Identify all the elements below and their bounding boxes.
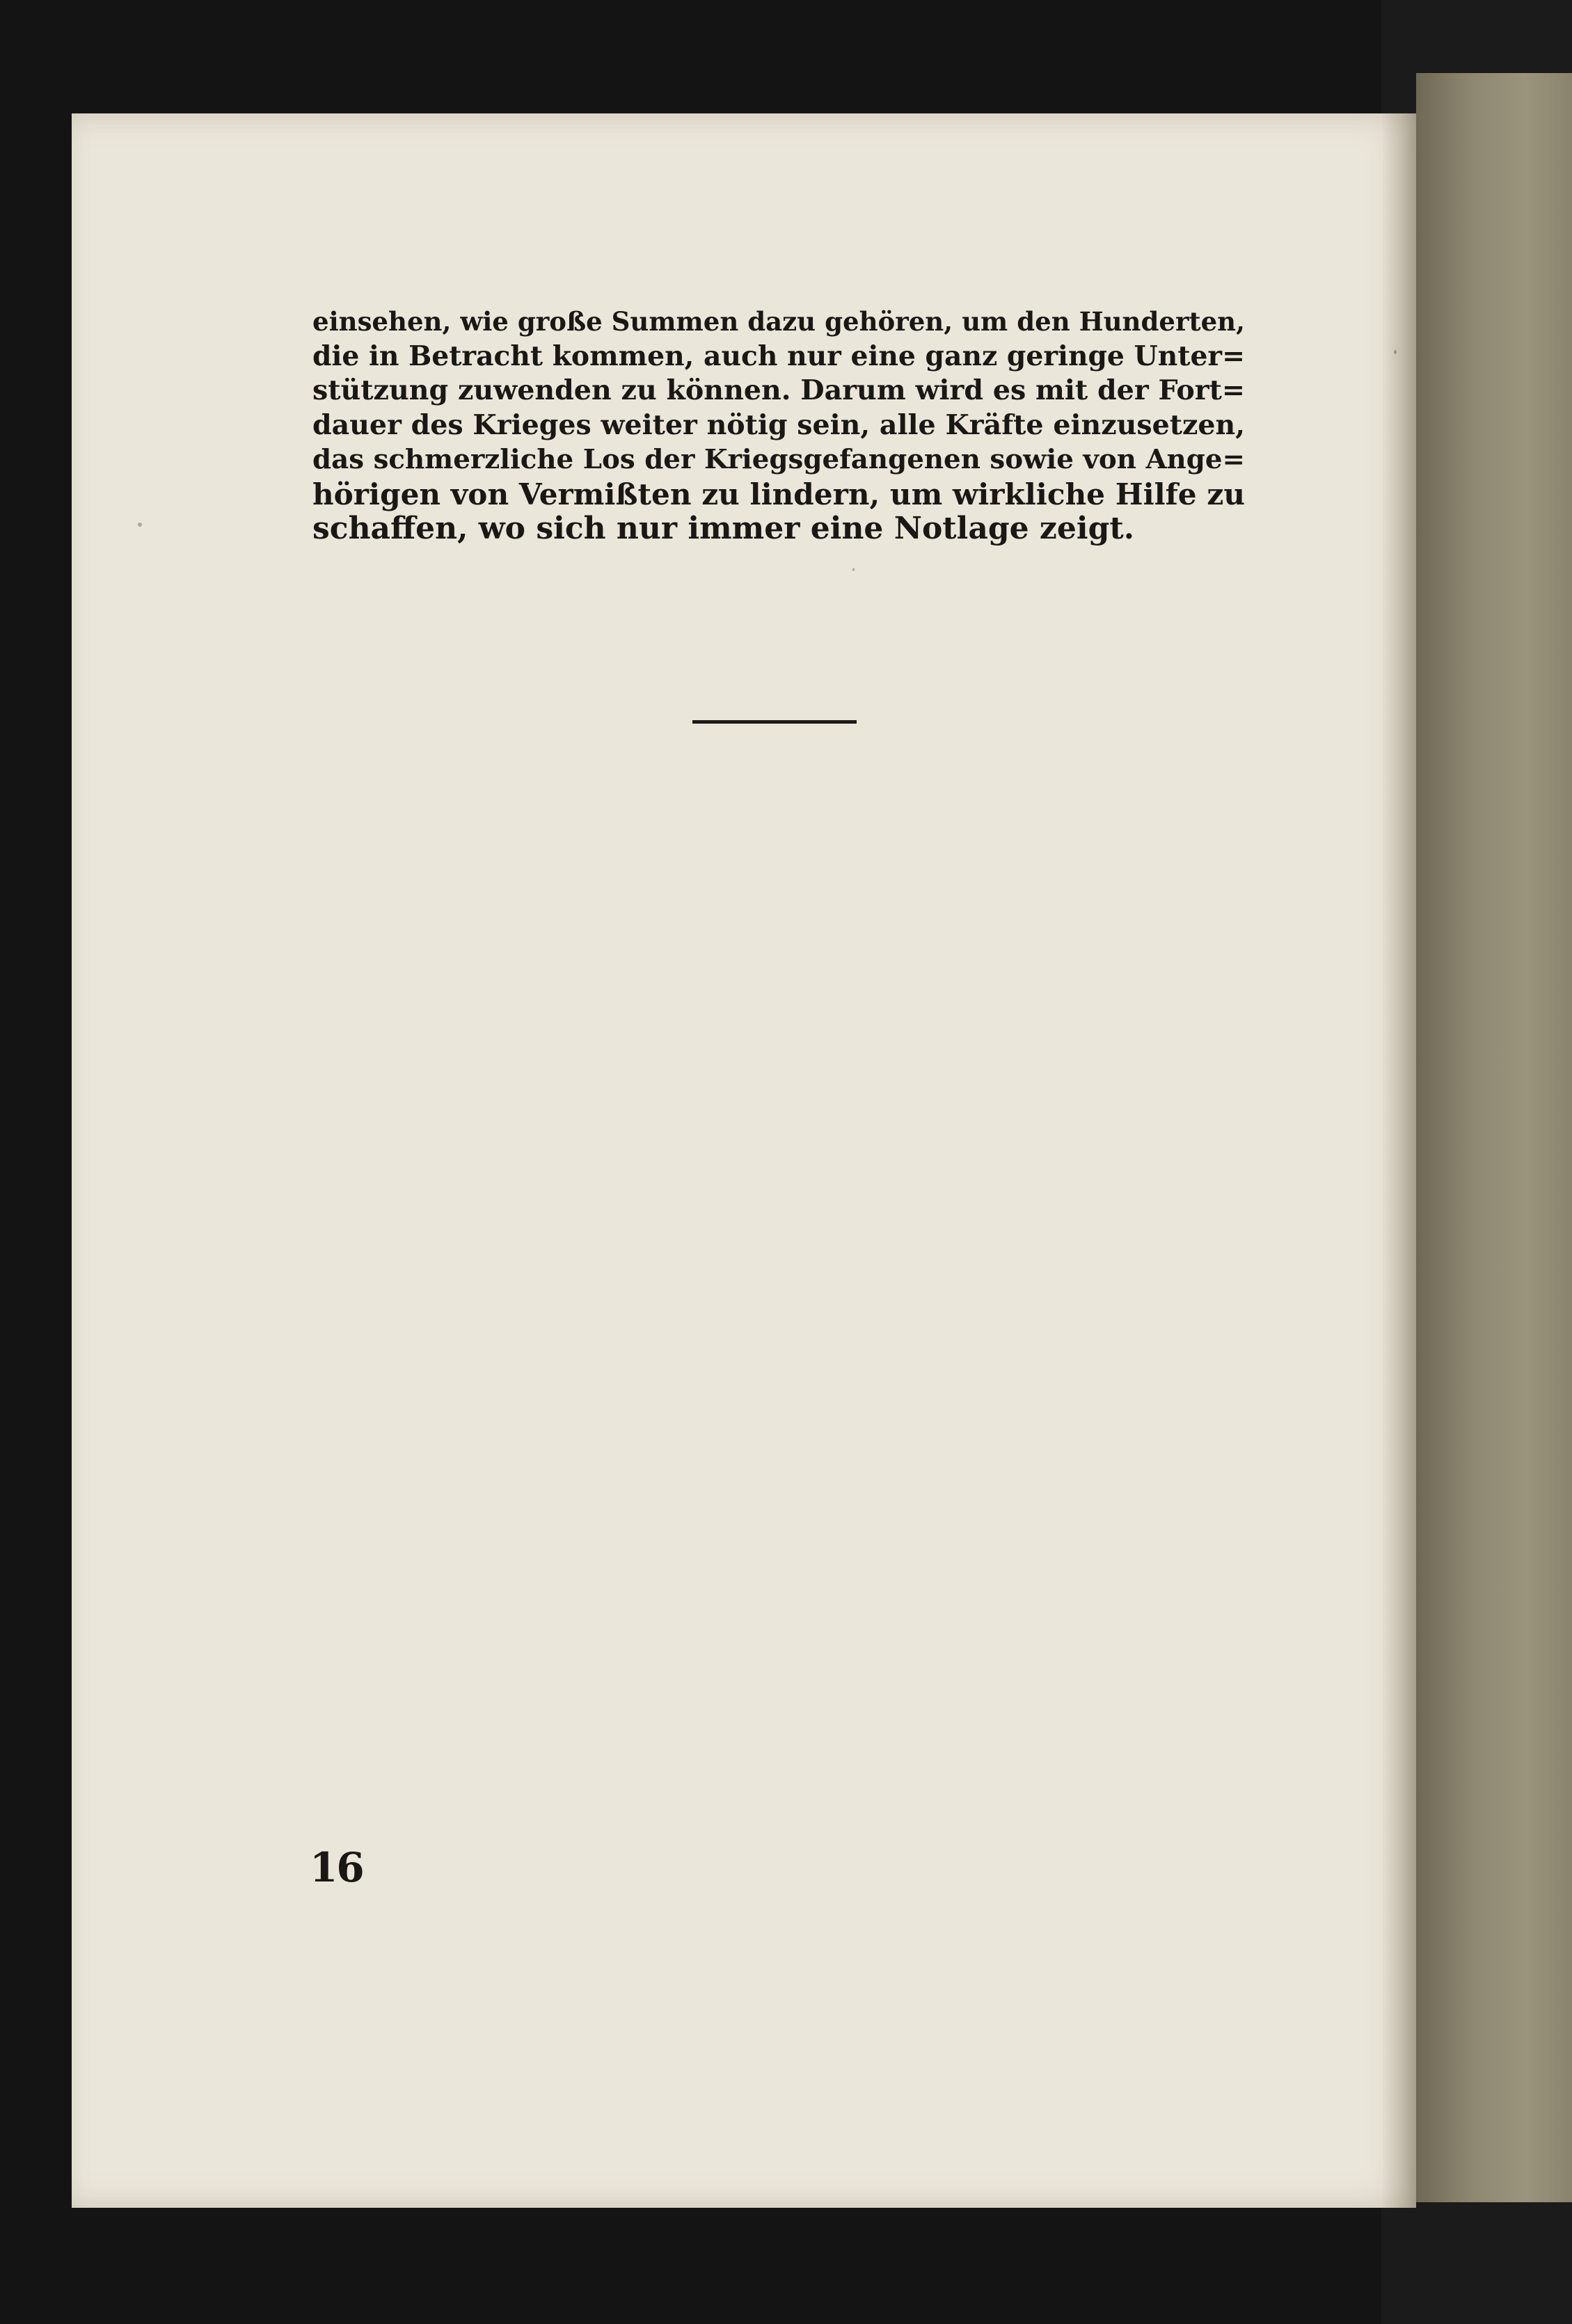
paper-speck: [1394, 350, 1397, 354]
paragraph-line: hörigen von Vermißten zu lindern, um wirkliche Hilfe zu: [312, 476, 1245, 511]
book-page: [72, 113, 1416, 2208]
paragraph-line: die in Betracht kommen, auch nur eine ganz geringe Unter=: [312, 340, 1245, 372]
paragraph-line: das schmerzliche Los der Kriegsgefangenen sowie von Ange=: [312, 444, 1245, 475]
section-divider-rule: [692, 720, 857, 724]
facing-page-edge: [1416, 73, 1572, 2202]
paragraph-line: stützung zuwenden zu können. Darum wird es mit der Fort=: [312, 374, 1245, 406]
paper-speck: [138, 523, 142, 527]
paragraph-line: einsehen, wie große Summen dazu gehören, um den Hunderten,: [312, 306, 1245, 337]
paper-speck: [852, 568, 855, 571]
paragraph-line: schaffen, wo sich nur immer eine Notlage zeigt.: [312, 511, 1135, 546]
paragraph-line: dauer des Krieges weiter nötig sein, alle Kräfte einzusetzen,: [312, 408, 1245, 441]
body-paragraph: [312, 305, 1245, 546]
page-gutter-shadow: [1381, 113, 1416, 2208]
page-number: 16: [310, 1844, 363, 1891]
